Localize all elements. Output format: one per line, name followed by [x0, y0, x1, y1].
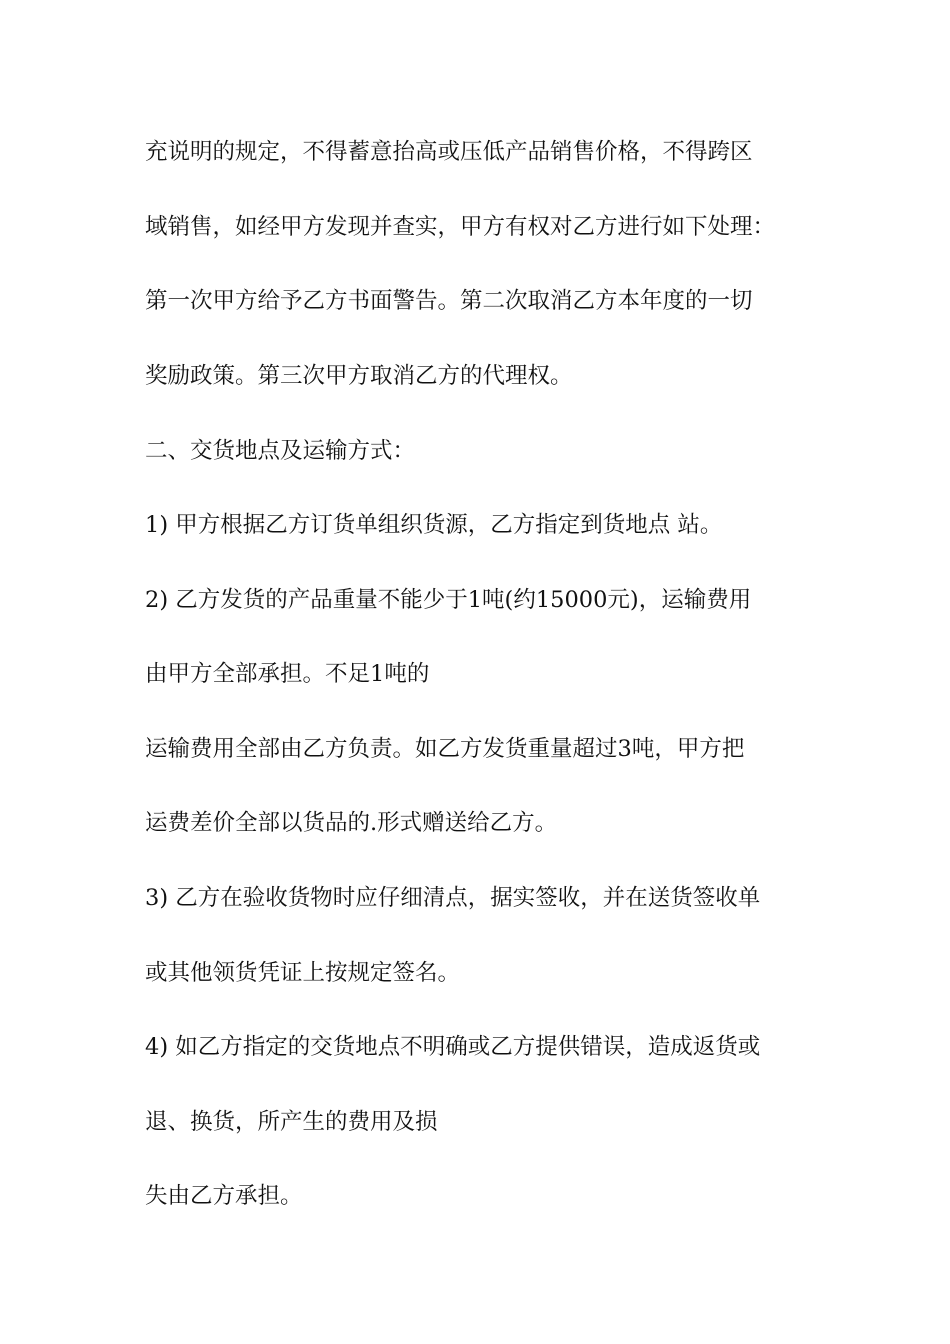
text-line: 运费差价全部以货品的.形式赠送给乙方。 — [145, 810, 558, 836]
text-line: 第一次甲方给予乙方书面警告。第二次取消乙方本年度的一切 — [145, 288, 753, 314]
section-heading: 二、交货地点及运输方式： — [145, 438, 416, 464]
text-line: 失由乙方承担。 — [145, 1183, 303, 1209]
text-line: 或其他领货凭证上按规定签名。 — [145, 960, 461, 986]
text-line: 奖励政策。第三次甲方取消乙方的代理权。 — [145, 363, 573, 389]
list-item: 1) 甲方根据乙方订货单组织货源，乙方指定到货地点 站。 — [145, 512, 723, 538]
text-line: 退、换货，所产生的费用及损 — [145, 1109, 438, 1135]
text-line: 域销售，如经甲方发现并查实，甲方有权对乙方进行如下处理： — [145, 214, 776, 240]
text-line: 充说明的规定，不得蓄意抬高或压低产品销售价格，不得跨区 — [145, 139, 753, 165]
text-line: 由甲方全部承担。不足1吨的 — [145, 661, 430, 687]
list-item: 4) 如乙方指定的交货地点不明确或乙方提供错误，造成返货或 — [145, 1034, 761, 1060]
text-line: 运输费用全部由乙方负责。如乙方发货重量超过3吨，甲方把 — [145, 736, 745, 762]
list-item: 2) 乙方发货的产品重量不能少于1吨(约15000元)，运输费用 — [145, 587, 752, 613]
list-item: 3) 乙方在验收货物时应仔细清点，据实签收，并在送货签收单 — [145, 885, 761, 911]
